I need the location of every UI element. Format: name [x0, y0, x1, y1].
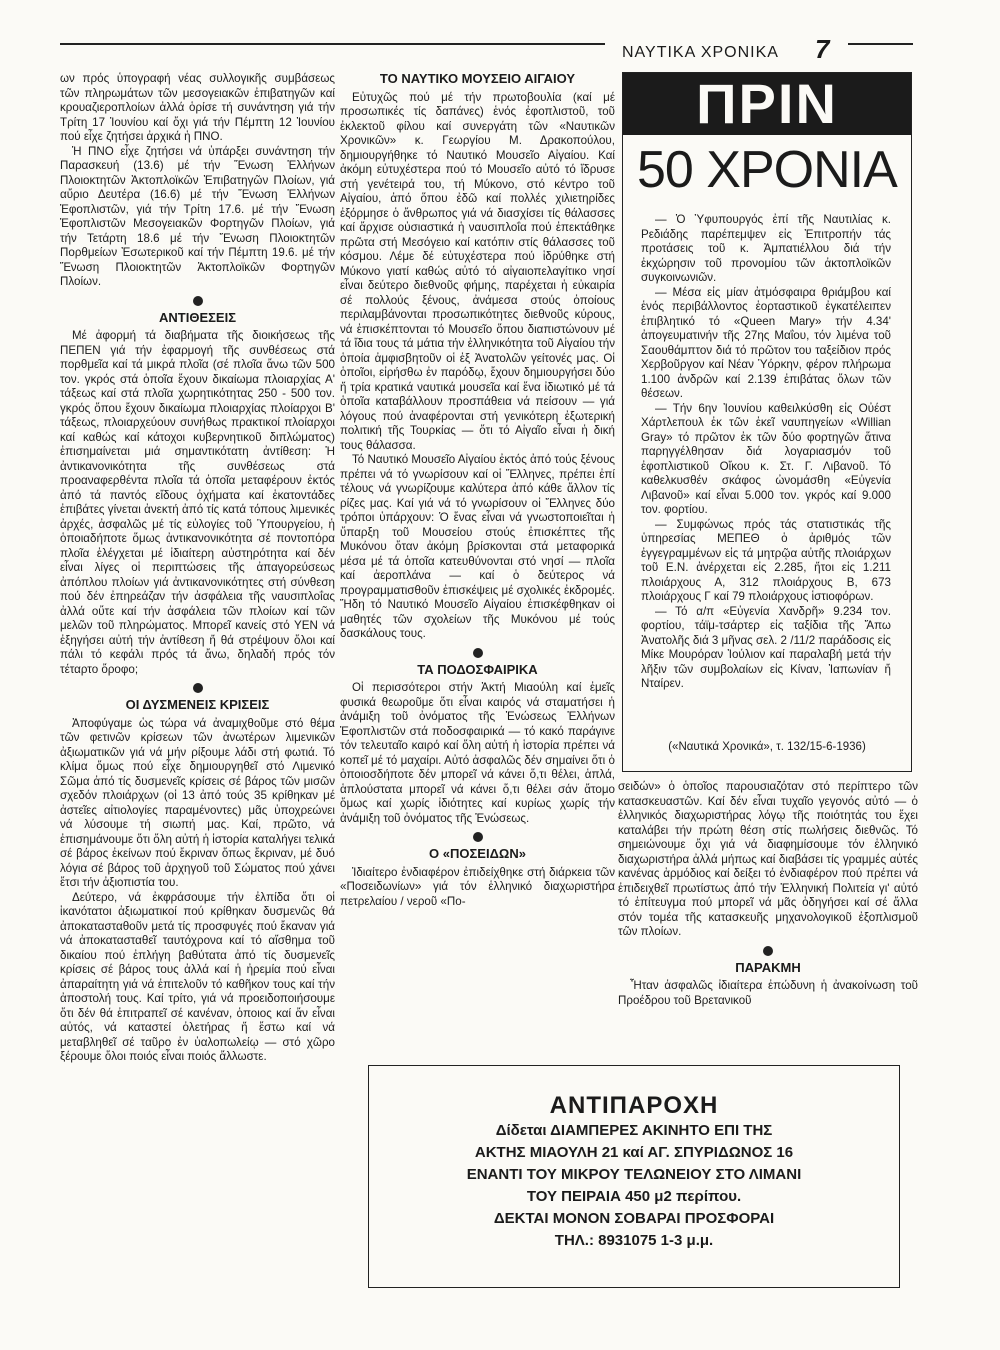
box-title-top: ΠΡΙΝ	[623, 73, 911, 135]
bullet-separator-icon	[193, 296, 203, 306]
box-paragraph: — Ὁ Ὑφυπουργός ἐπί τῆς Ναυτιλίας κ. Ρεδιάδης παρέπεμψεν εἰς Ἐπιτροπήν τάς προτάσεις τοῦ κ. Ἀμπατιέλλου διά τήν ἐκχώρησιν τοῦ προνομίου τῶν ἀκτοπλοϊκῶν συγκοινωνιῶν.	[641, 213, 891, 284]
section-heading-dysmeneis: ΟΙ ΔΥΣΜΕΝΕΙΣ ΚΡΙΣΕΙΣ	[125, 697, 270, 712]
article-paragraph: Ἀποφύγαμε ὡς τώρα νά ἀναμιχθοῦμε στό θέμα τῶν φετινῶν κρίσεων τῶν ἀνωτέρων λιμενικῶν ἀξιωματικῶν γιά νά μήν ρίξουμε λάδι στή φωτιά. Τό κλίμα ὅμως πού εἶχε δημιουργηθεῖ στό Λιμενικό Σῶμα ἀπό τίς δυσμενεῖς κρίσεις σέ βάρος τῶν μισῶν σχεδόν πλοιάρχων (οἱ 13 ἀπό τούς 35 κρίθηκαν μέ ἀστεῖες αἰτιολογίες παραμένοντες) μᾶς ὑποχρεώνει νά λύσουμε τή σιωπή μας. Καί, πρῶτο, νά ἐπισημάνουμε ὅτι ὅλη αὐτή ἡ ἱστορία καταλήγει τελικά σέ βάρος ἐκείνων πού ἔκριναν ὅπως ἔκριναν, μέ δυό λόγια σέ βάρος τοῦ ἀρχηγοῦ τοῦ Σώματος πού χάνει ἔτσι τήν ἀξιοπιστία του.	[60, 716, 335, 889]
fifty-years-ago-box	[622, 72, 912, 772]
box-paragraph: — Συμφώνως πρός τάς στατιστικάς τῆς ὑπηρεσίας ΜΕΠΕΘ ὁ ἀριθμός τῶν ἐγγεγραμμένων εἰς τά μητρῷα αὐτῆς πλοιάρχων τοῦ Ε.Ν. ἀνέρχεται εἰς 2.285, ἤτοι εἰς 1.211 πλοιάρχους Α, 312 πλοιάρχους Β, 673 πλοιάρχους Γ καί 79 πλοιάρχους ἱστιοφόρων.	[641, 517, 891, 603]
bullet-separator-icon	[473, 648, 483, 658]
article-paragraph: Εὐτυχῶς πού μέ τήν πρωτοβουλία (καί μέ προσωπικές τίς δαπάνες) ἑνός ἐφοπλιστοῦ, τοῦ ἐκλεκτοῦ φίλου καί συνεργάτη τῶν «Ναυτικῶν Χρονικῶν» κ. Γεωργίου Μ. Δρακοπούλου, δημιουργήθηκε τό Ναυτικό Μουσεῖο Αἰγαίου. Καί ἀκόμη εὐτυχέστερα πού τό Μουσεῖο αὐτό τό ἵδρυσε στή γενέτειρά του, τή Μύκονο, στό κέντρο τοῦ Αἰγαίου, ἀπό ὅπου ἐδῶ καί πολλές χιλιετηρίδες ἐξόρμησε ὁ ἄνθρωπος γιά νά διασχίσει τίς θάλασσες καί ἄρχισε οὐσιαστικά ἡ ναυσιπλοΐα πού ἐπεκτάθηκε πρῶτα στή Μεσόγειο καί κατόπιν στίς θάλασσες τοῦ κόσμου. Λέμε δέ εὐτυχέστερα πού ἱδρύθηκε στή Μύκονο γιατί καθώς αὐτό τό αἰγαιοπελαγίτικο νησί εἶναι δεύτερο διεθνοῦς φήμης, παρέχεται ἡ εὐκαιρία σέ πολλούς ξένους, ἀνάμεσα στούς ὁποίους περιλαμβάνονται προσωπικότητες διεθνοῦς κύρους, νά ἐπισκέπτονται τό Μουσεῖο ὅπου διαπιστώνουν μέ τά ἴδια τους τά μάτια τήν ἑλληνικότητα τοῦ Αἰγαίου τήν ὁποία ἀμφισβητοῦν οἱ ἐξ Ἀνατολῶν γείτονές μας. Οἱ ὁποῖοι, εἰρήσθω ἐν παρόδῳ, ἔχουν δημιουργήσει δύο ἤ τρία κρατικά ναυτικά μουσεῖα καί ἕνα ἰδιωτικό μέ τά ὁποῖα καταβάλλουν προσπάθεια νά πείσουν — γιά λόγους πού ἀναφέρονται στή γενικότερη ἐξωτερική πολιτική τῆς Τουρκίας — ὅτι τό Αἰγαῖο εἶναι ἡ δική τους θάλασσα.	[340, 90, 615, 452]
box-source: («Ναυτικά Χρονικά», τ. 132/15-6-1936)	[668, 741, 866, 753]
column-right	[618, 780, 918, 1008]
box-title-bottom: 50 ΧΡΟΝΙΑ	[637, 141, 897, 199]
classified-ad	[368, 1065, 900, 1288]
article-paragraph: Μέ ἀφορμή τά διαβήματα τῆς διοικήσεως τῆς ΠΕΠΕΝ γιά τήν ἐφαρμογή τῆς συνθέσεως στά πορθμεῖα καί τά μικρά πλοῖα (σέ πλοῖα ἄνω τῶν 500 τον. γκρός στά ὁποῖα ἔχουν δικαίωμα πλοιαρχίας Α' τάξεως καί στά πλοῖα χωρητικότητας 250 - 500 τον. γκρός ὅπου ἔχουν δικαίωμα πλοιαρχίας πλοίαρχοι Β' τάξεως, πλοιαρχεύουν συνήθως πρακτικοί πλοίαρχοι καί καθώς καί κάτοχοι κυβερνητικοῦ διπλώματος) ἐπισημαίνεται μιά σημαντικότατη ἀντίθεση: Ἡ ἀντικανονικότητα τῆς συνθέσεως στά προαναφερθέντα πλοῖα τά ὁποῖα μεταφέρουν ἐκτός ἀπό τά παντός εἴδους ὀχήματα καί ἑκατοντάδες ἐπιβάτες γίνεται ἀνεκτή ἀπό τίς κατά τόπους λιμενικές ἀρχές, ἀσφαλῶς μέ τίς εὐλογίες τοῦ Ὑπουργείου, ἡ ὁποιαδήποτε ὅμως ἀντικανονικότητα σέ ποντοπόρα πλοῖα ἐλέγχεται μέ ἰδιαίτερη αὐστηρότητα καί δέν εἶναι λίγες οἱ περιπτώσεις τῆς ἀπαγορεύσεως ἀπόπλου πλοίων γιά ἀντικανονικότητες στή σύνθεση πού δέν ἐπηρεάζαν τήν ἀσφάλεια τῆς ναυσιπλοΐας ἀλλά οὔτε καί τήν ἀσφάλεια τῶν πλοίων καί τῶν μελῶν τοῦ πληρώματος. Μπορεῖ κανείς στό ΥΕΝ νά ἐξηγήσει αὐτή τήν ἀντίθεση ἤ θά στρέψουν ὅλοι καί πάλι τό κεφάλι πρός τά ἄνω, δηλαδή πρός τόν τέταρτο ὄροφο;	[60, 329, 335, 676]
ad-title: ΑΝΤΙΠΑΡΟΧΗ	[549, 1092, 719, 1119]
ad-line: Δίδεται ΔΙΑΜΠΕΡΕΣ ΑΚΙΝΗΤΟ ΕΠΙ ΤΗΣ	[495, 1122, 773, 1139]
article-paragraph: σειδών» ὁ ὁποῖος παρουσιαζόταν στό περίπτερο τῶν κατασκευαστῶν. Καί δέν εἶναι τυχαῖο γεγονός αὐτό — ὁ ἑλληνικός διαχωριστήρας λόγῳ τῆς ποιότητάς του ἔχει καταλάβει τήν πρώτη θέση στίς πωλήσεις διεθνῶς. Τό σημειώνουμε ὄχι γιά νά διαφημίσουμε τόν ἑλληνικό διαχωριστήρα ἀλλά μήπως καί διαβάσει τίς γραμμές αὐτές κανένας ἁρμόδιος καί δείξει τό ἐνδιαφέρον πού πρέπει νά ἐπιδειχθεῖ πρωτίστως ἀπό τήν Ἑλληνική Πολιτεία γι' αὐτό τό ἐπίτευγμα πού μπορεῖ νά μᾶς ὁδηγήσει καί σέ ἄλλα στόν τομέα τῆς κατασκευῆς μηχανολογικοῦ ἐξοπλισμοῦ τῶν πλοίων.	[618, 780, 918, 938]
article-paragraph: Τό Ναυτικό Μουσεῖο Αἰγαίου ἐκτός ἀπό τούς ξένους πρέπει νά τό γνωρίσουν καί οἱ Ἕλληνες, πρέπει ἐπί τέλους νά γνωρίζουμε καλύτερα ἀπό κάθε ἄλλον τίς ρίζες μας. Καί γιά νά τό γνωρίσουν οἱ Ἕλληνες δύο τρόποι ὑπάρχουν: Ὁ ἕνας εἶναι νά γνωστοποιεῖται ἡ ὕπαρξη τοῦ Μουσείου στούς ἐπισκέπτες τῆς Μυκόνου ὅταν ἀκόμη βρίσκονται στά μεταφορικά μέσα μέ τά ὁποῖα κατευθύνονται στό νησί — πλοῖα καί ἀεροπλάνα — καί ὁ δεύτερος νά προγραμματισθοῦν ἐπισκέψεις μέ σχολικές ἐκδρομές. Ἤδη τό Ναυτικό Μουσεῖο Αἰγαίου ἐπισκέφθηκαν οἱ μαθητές τῶν σχολείων τῆς Μυκόνου μέ τούς δασκάλους τους.	[340, 453, 615, 640]
article-paragraph: Ἦταν ἀσφαλῶς ἰδιαίτερα ἐπώδυνη ἡ ἀνακοίνωση τοῦ Προέδρου τοῦ Βρετανικοῦ	[618, 979, 918, 1007]
section-heading-antitheseis: ΑΝΤΙΘΕΣΕΙΣ	[159, 309, 236, 325]
bullet-separator-icon	[763, 946, 773, 956]
article-paragraph: Ἡ ΠΝΟ εἶχε ζητήσει νά ὑπάρξει συνάντηση τήν Παρασκευή (13.6) μέ τήν Ἕνωση Ἑλλήνων Πλοιοκτητῶν Ἀκτοπλοϊκῶν Ἐπιβατηγῶν Πλοίων, γιά αὔριο Δευτέρα (16.6) μέ τήν Ἕνωση Ἑλλήνων Ἐφοπλιστῶν, γιά τήν Τρίτη 17.6. μέ τήν Ἕνωση Ἐφοπλιστῶν Μεσογειακῶν Φορτηγῶν Πλοίων, γιά τήν Τετάρτη 18.6 μέ τήν Ἕνωση Πλοιοκτητῶν Πορθμείων Ἐσωτερικοῦ καί τήν Πέμπτη 19.6. μέ τήν Ἕνωση Πλοιοκτητῶν Ἀκτοπλοϊκῶν Φορτηγῶν Πλοίων.	[60, 144, 335, 288]
box-paragraph: — Τήν 6ην Ἰουνίου καθειλκύσθη εἰς Οὐέστ Χάρτλεπουλ ἐκ τῶν ἐκεῖ ναυπηγείων «Willian Gray» τό πρῶτον ἐκ τῶν δύο φορτηγῶν ἅτινα παρηγγέλθησαν διά λογαριασμόν τοῦ ἐφοπλιστικοῦ Οἴκου κ. Στ. Γ. Λιβανοῦ. Τό καθελκυσθέν σκάφος ὠνομάσθη «Εὐγενία Λιβανοῦ» καί εἶναι 5.000 τον. γκρός καί 9.000 τον. φορτίου.	[641, 401, 891, 516]
box-paragraph: — Μέσα εἰς μίαν ἀτμόσφαιρα θριάμβου καί ἑνός περιβάλλοντος ἑορταστικοῦ ἐγκατέλειπεν ἐπιβλητικό τό «Queen Mary» τήν 4.34' ἀπογευματινήν τῆς 27ης Μαΐου, τόν λιμένα τοῦ Σαουθάμπτον διά τό πρῶτον του ταξείδιον πρός Χερβοῦργον καί Νέαν Ὑόρκην, φέρον πλήρωμα 1.100 ἀνδρῶν καί 2.139 ἐπιβάτας ὅλων τῶν θέσεων.	[641, 285, 891, 400]
ad-line: ΕΝΑΝΤΙ ΤΟΥ ΜΙΚΡΟΥ ΤΕΛΩΝΕΙΟΥ ΣΤΟ ΛΙΜΑΝΙ	[466, 1166, 802, 1183]
column-left	[60, 72, 335, 1065]
article-paragraph: Δεύτερο, νά ἐκφράσουμε τήν ἐλπίδα ὅτι οἱ ἱκανότατοι ἀξιωματικοί πού κρίθηκαν δυσμενῶς θά ἀποκατασταθοῦν μετά τίς προσφυγές πού ἔκαναν γιά νά ἀποκατασταθεῖ ταυτόχρονα καί τό αἴσθημα τοῦ δικαίου πού ἐπλήγη βαθύτατα ἀπό τίς δυσμενεῖς κρίσεις σέ βάρος τους ἀλλά καί ἡ ἠρεμία πού εἶναι ἀπαραίτητη γιά νά ἐπιτελοῦν τό καθῆκον τους καί τήν ἀποστολή τους. Καί τρίτο, γιά νά προειδοποιήσουμε ὅτι δέν θά ἐπιτραπεῖ σέ κανέναν, ὁποιος καί ἄν εἶναι αὐτός, νά καταστεί ὀλετήρας ἤ ἔστω καί νά μεταβληθεῖ σέ ταῦρο ἐν ὑαλοπωλείῳ — στό χῶρο ξέρουμε ὅλοι ποιός εἶναι ποιός ἄλλωστε.	[60, 890, 335, 1063]
header-rule-left	[60, 43, 605, 45]
page-number: 7	[815, 34, 830, 64]
box-body	[641, 213, 891, 692]
article-paragraph: ων πρός ὑπογραφή νέας συλλογικῆς συμβάσεως τῶν πληρωμάτων τῶν μεσογειακῶν ἐπιβατηγῶν καί κρουαζιεροπλοίων ἀλλά ὁρίσε τή συνάντηση γιά τήν Τρίτη 17 Ἰουνίου καί ὄχι γιά τήν Πέμπτη 12 Ἰουνίου πού εἶχε ζητήσει ἀρχικά ἡ ΠΝΟ.	[60, 72, 335, 143]
article-paragraph: Ἰδιαίτερο ἐνδιαφέρον ἐπιδείχθηκε στή διάρκεια τῶν «Ποσειδωνίων» γιά τόν ἑλληνικό διαχωριστήρα πετρελαίου / νεροῦ «Πο-	[340, 865, 615, 908]
section-heading-football: ΤΑ ΠΟΔΟΣΦΑΙΡΙΚΑ	[417, 661, 538, 677]
section-heading-poseidon: Ο «ΠΟΣΕΙΔΩΝ»	[429, 846, 526, 861]
header-rule-right	[848, 43, 913, 45]
section-heading-museum: ΤΟ ΝΑΥΤΙΚΟ ΜΟΥΣΕΙΟ ΑΙΓΑΙΟΥ	[379, 71, 576, 86]
ad-line: ΑΚΤΗΣ ΜΙΑΟΥΛΗ 21 καί ΑΓ. ΣΠΥΡΙΔΩΝΟΣ 16	[474, 1144, 794, 1161]
section-title: ΝΑΥΤΙΚΑ ΧΡΟΝΙΚΑ	[622, 44, 779, 61]
bullet-separator-icon	[193, 683, 203, 693]
box-paragraph: — Τό α/π «Εὐγενία Χανδρῆ» 9.234 τον. φορτίου, τάϊμ-τσάρτερ εἰς ταξίδια τῆς Ἄπω Ἀνατολῆς διά 3 μῆνας σελ. 2 /11/2 παράδοσις εἰς Μίκε Μουρόραν Ἰούλιον καί παραλαβή μετά τήν λῆξιν τῶν συμβολαίων εἰς Κίναν, Ἰαπωνίαν ἤ Νταίρεν.	[641, 604, 891, 690]
ad-line: ΔΕΚΤΑΙ ΜΟΝΟΝ ΣΟΒΑΡΑΙ ΠΡΟΣΦΟΡΑΙ	[493, 1210, 775, 1227]
ad-line: ΤΟΥ ΠΕΙΡΑΙΑ 450 μ2 περίπου.	[526, 1188, 742, 1205]
bullet-separator-icon	[473, 832, 483, 842]
column-middle	[340, 72, 615, 909]
article-paragraph: Οἱ περισσότεροι στήν Ἀκτή Μιαούλη καί ἐμεῖς φυσικά θεωροῦμε ὅτι εἶναι καιρός νά σταματήσει ἡ ἀνάμιξη τοῦ ὀνόματος τῆς Ἑνώσεως Ἑλλήνων Ἐφοπλιστῶν στά ποδοσφαιρικά — τό κακό παράγινε τόν τελευταῖο καιρό καί ὅλη αὐτή ἡ ἱστορία πρέπει νά κοπεῖ μέ τό μαχαίρι. Αὐτό ἀσφαλῶς δέν σημαίνει ὅτι ὁ ὁποιοσδήποτε δέν μπορεῖ νά κάνει ὅ,τι θέλει, ἁπλά, ἁπλούστατα μπορεῖ νά κάνει ὅ,τι θέλει σάν ἄτομο ὅμως καί χωρίς ἰδιότητες καί κυρίως χωρίς τήν ἀνάμιξη τοῦ ὀνόματος τῆς Ἑνώσεως.	[340, 681, 615, 825]
section-heading-parakmi: ΠΑΡΑΚΜΗ	[735, 959, 801, 975]
ad-phone: ΤΗΛ.: 8931075 1-3 μ.μ.	[554, 1232, 714, 1249]
